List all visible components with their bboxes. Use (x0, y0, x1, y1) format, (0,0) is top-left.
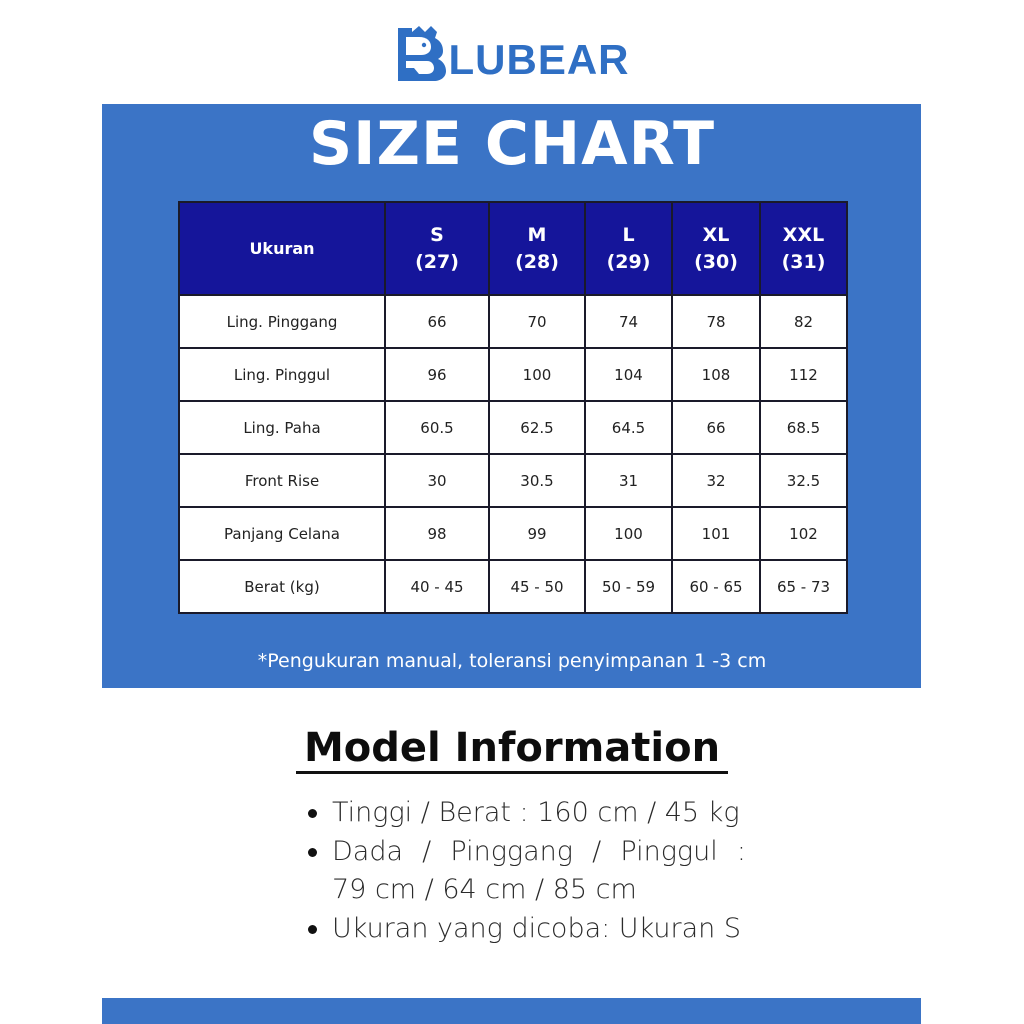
row-label: Ling. Pinggul (179, 348, 385, 401)
size-letter: S (430, 223, 444, 246)
separator: / (422, 836, 432, 867)
title-underline (296, 771, 728, 774)
table-cell: 64.5 (585, 401, 672, 454)
list-item (306, 833, 746, 909)
table-cell: 32 (672, 454, 760, 507)
table-cell: 102 (760, 507, 847, 560)
table-row-ling-pinggang (179, 295, 847, 348)
table-cell: 62.5 (489, 401, 585, 454)
size-header-l (585, 202, 672, 295)
model-measurements-values: 79 cm / 64 cm / 85 cm (332, 874, 637, 905)
table-cell: 66 (672, 401, 760, 454)
brand-name: LUBEAR (448, 36, 630, 83)
size-header-xxl (760, 202, 847, 295)
size-number: (29) (606, 250, 651, 273)
model-height-weight: Tinggi / Berat : 160 cm / 45 kg (332, 797, 740, 828)
table-row-berat (179, 560, 847, 613)
table-cell: 100 (585, 507, 672, 560)
size-number: (28) (515, 250, 559, 273)
table-cell: 82 (760, 295, 847, 348)
bullet-icon (308, 925, 317, 934)
size-number: (30) (694, 250, 738, 273)
model-tried-size: Ukuran yang dicoba: Ukuran S (332, 913, 741, 944)
table-cell: 60.5 (385, 401, 489, 454)
size-letter: XL (702, 223, 730, 246)
model-measurements-labels (332, 833, 746, 871)
size-chart-title: SIZE CHART (308, 109, 716, 179)
size-letter: M (527, 223, 547, 246)
table-cell: 112 (760, 348, 847, 401)
bullet-icon (308, 848, 317, 857)
table-cell: 40 - 45 (385, 560, 489, 613)
table-cell: 30 (385, 454, 489, 507)
header-label: Ukuran (179, 202, 385, 295)
table-cell: 68.5 (760, 401, 847, 454)
label-pinggang: Pinggang (450, 836, 573, 867)
size-letter: XXL (782, 223, 825, 246)
table-cell: 45 - 50 (489, 560, 585, 613)
table-cell: 96 (385, 348, 489, 401)
label-dada: Dada (332, 836, 404, 867)
bear-b-logo-icon (395, 24, 447, 82)
label-pinggul: Pinggul (620, 836, 718, 867)
row-label: Ling. Paha (179, 401, 385, 454)
bottom-bar (102, 998, 921, 1024)
list-item (306, 794, 746, 832)
table-cell: 50 - 59 (585, 560, 672, 613)
table-cell: 108 (672, 348, 760, 401)
table-cell: 100 (489, 348, 585, 401)
size-header-m (489, 202, 585, 295)
row-label: Ling. Pinggang (179, 295, 385, 348)
table-cell: 65 - 73 (760, 560, 847, 613)
table-cell: 66 (385, 295, 489, 348)
model-info-list (306, 794, 746, 949)
bullet-icon (308, 809, 317, 818)
size-header-xl (672, 202, 760, 295)
list-item (306, 910, 746, 948)
table-cell: 78 (672, 295, 760, 348)
size-header-row (179, 202, 847, 295)
table-cell: 74 (585, 295, 672, 348)
table-cell: 32.5 (760, 454, 847, 507)
size-header-s (385, 202, 489, 295)
table-cell: 98 (385, 507, 489, 560)
measurement-note: *Pengukuran manual, toleransi penyimpanan 1 -3 cm (257, 650, 767, 672)
table-cell: 70 (489, 295, 585, 348)
table-cell: 60 - 65 (672, 560, 760, 613)
table-cell: 99 (489, 507, 585, 560)
table-row-front-rise (179, 454, 847, 507)
table-cell: 31 (585, 454, 672, 507)
brand-logo (0, 22, 1024, 82)
separator: / (592, 836, 602, 867)
row-label: Berat (kg) (179, 560, 385, 613)
table-cell: 104 (585, 348, 672, 401)
size-number: (31) (781, 250, 826, 273)
colon: : (736, 836, 746, 867)
row-label: Front Rise (179, 454, 385, 507)
model-info-title: Model Information (303, 725, 721, 771)
table-row-panjang-celana (179, 507, 847, 560)
table-cell: 101 (672, 507, 760, 560)
table-row-ling-pinggul (179, 348, 847, 401)
row-label: Panjang Celana (179, 507, 385, 560)
table-cell: 30.5 (489, 454, 585, 507)
size-table (178, 201, 848, 614)
size-number: (27) (415, 250, 459, 273)
table-row-ling-paha (179, 401, 847, 454)
size-letter: L (622, 223, 635, 246)
